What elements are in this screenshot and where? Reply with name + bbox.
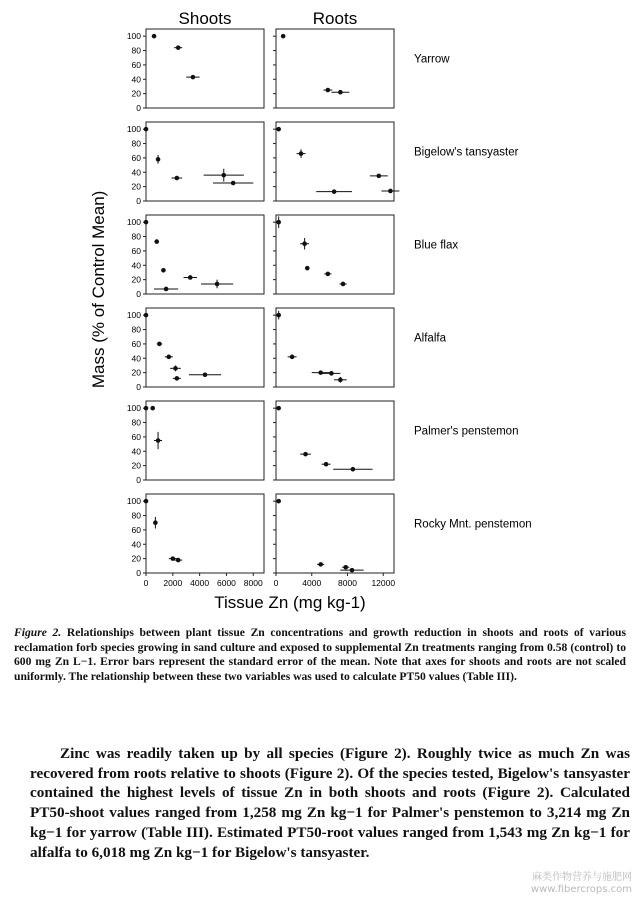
panel-frame-roots-0 — [276, 29, 394, 108]
shoots-column-title: Shoots — [178, 9, 232, 28]
data-point-roots — [276, 313, 281, 318]
x-tick-label: 8000 — [243, 578, 263, 588]
y-tick-label: 20 — [131, 367, 141, 378]
y-tick-label: 40 — [131, 446, 141, 457]
data-point-roots — [318, 562, 323, 567]
y-tick-label: 0 — [136, 568, 141, 578]
data-point-shoots — [176, 558, 181, 563]
body-paragraph: Zinc was readily taken up by all species (Figure 2). Roughly twice as much Zn was recovered from roots relative to shoots (Figure 2). Of the species tested, Bigelow's tansyaster contained the highest levels of tissue Zn in both shoots and roots (Figure 2). Calculated PT50-shoot values ranged from 1,258 mg Zn kg−1 for Palmer's penstemon to 3,214 mg Zn kg−1 for yarrow (Table III). Estimated PT50-root values ranged from 1,543 mg Zn kg−1 for alfalfa to 6,018 mg Zn kg−1 for Bigelow's tansyaster. — [30, 745, 630, 861]
y-tick-label: 80 — [131, 324, 141, 335]
panel-frame-shoots-1 — [146, 122, 264, 201]
data-point-roots — [276, 127, 281, 132]
data-point-shoots — [166, 355, 171, 360]
panel-frame-roots-1 — [276, 122, 394, 201]
data-point-roots — [341, 282, 346, 287]
y-tick-label: 40 — [131, 353, 141, 364]
data-point-shoots — [173, 366, 178, 371]
figure-caption — [14, 626, 626, 684]
species-label: Rocky Mnt. penstemon — [414, 518, 532, 531]
panel-frame-shoots-0 — [146, 29, 264, 108]
data-point-shoots — [175, 176, 180, 181]
site-watermark — [531, 872, 632, 896]
y-tick-label: 60 — [131, 245, 141, 256]
figure-caption-label: Figure 2. — [14, 626, 62, 639]
species-label: Palmer's penstemon — [414, 425, 519, 438]
data-point-roots — [377, 174, 382, 179]
data-point-roots — [350, 568, 355, 573]
x-tick-label: 6000 — [216, 578, 236, 588]
y-tick-label: 100 — [126, 217, 141, 228]
y-tick-label: 20 — [131, 181, 141, 192]
data-point-roots — [276, 499, 281, 504]
y-tick-label: 20 — [131, 88, 141, 99]
y-tick-label: 60 — [131, 338, 141, 349]
data-point-roots — [338, 378, 343, 383]
species-label: Alfalfa — [414, 332, 446, 345]
data-point-shoots — [191, 75, 196, 80]
data-point-shoots — [150, 406, 155, 411]
panel-frame-shoots-2 — [146, 215, 264, 294]
data-point-shoots — [144, 406, 149, 411]
y-tick-label: 100 — [126, 403, 141, 414]
y-tick-label: 0 — [136, 475, 141, 485]
data-point-roots — [303, 452, 308, 457]
y-tick-label: 0 — [136, 196, 141, 206]
roots-column-title: Roots — [312, 9, 358, 28]
data-point-shoots — [144, 220, 149, 225]
panel-frame-roots-5 — [276, 494, 394, 573]
y-tick-label: 80 — [131, 510, 141, 521]
y-tick-label: 80 — [131, 45, 141, 56]
y-tick-label: 0 — [136, 289, 141, 299]
y-tick-label: 60 — [131, 431, 141, 442]
y-tick-label: 40 — [131, 539, 141, 550]
panel-frame-roots-4 — [276, 401, 394, 480]
figure-caption-text: Relationships between plant tissue Zn concentrations and growth reduction in shoots and roots of various reclamation forb species growing in sand culture and exposed to supplemental Zn treatments ranging from 0.58 (control) to 600 mg Zn L−1. Error bars represent the standard error of the mean. Note that axes for shoots and roots are not scaled uniformly. The relationship between these two variables was used to calculate PT50 values (Table III). — [14, 626, 627, 683]
data-point-roots — [276, 406, 281, 411]
x-tick-label: 8000 — [338, 578, 357, 588]
y-tick-label: 40 — [131, 74, 141, 85]
data-point-shoots — [203, 372, 208, 377]
y-tick-label: 60 — [131, 59, 141, 70]
data-point-roots — [318, 370, 323, 375]
panel-frame-roots-2 — [276, 215, 394, 294]
data-point-shoots — [215, 282, 220, 287]
x-tick-label: 4000 — [302, 578, 322, 588]
data-point-roots — [329, 371, 334, 376]
data-point-shoots — [153, 520, 158, 525]
data-point-roots — [281, 34, 286, 39]
data-point-roots — [290, 355, 295, 360]
x-tick-label: 4000 — [190, 578, 210, 588]
data-point-roots — [324, 462, 329, 467]
data-point-shoots — [156, 438, 161, 443]
data-point-shoots — [221, 173, 226, 178]
y-tick-label: 100 — [126, 31, 141, 42]
data-point-shoots — [176, 45, 181, 50]
x-tick-label: 0 — [143, 578, 149, 588]
x-tick-label: 0 — [273, 578, 279, 588]
watermark-line-2: www.fibercrops.com — [530, 884, 632, 895]
y-tick-label: 80 — [131, 417, 141, 428]
data-point-shoots — [144, 127, 149, 132]
species-label: Yarrow — [414, 53, 450, 66]
panel-frame-roots-3 — [276, 308, 394, 387]
data-point-roots — [388, 189, 393, 194]
data-point-shoots — [156, 157, 161, 162]
data-point-shoots — [144, 313, 149, 318]
species-label: Bigelow's tansyaster — [414, 146, 519, 159]
data-point-roots — [326, 272, 331, 277]
watermark-line-1: 麻类作物营养与施肥网 — [532, 872, 632, 883]
data-point-shoots — [144, 499, 149, 504]
data-point-roots — [343, 565, 348, 570]
y-tick-label: 0 — [136, 103, 141, 113]
data-point-shoots — [157, 342, 162, 347]
x-tick-label: 12000 — [371, 578, 396, 588]
y-tick-label: 0 — [136, 382, 141, 392]
panel-frame-shoots-5 — [146, 494, 264, 573]
data-point-shoots — [175, 376, 180, 381]
y-tick-label: 80 — [131, 231, 141, 242]
data-point-roots — [326, 88, 331, 93]
y-tick-label: 100 — [126, 124, 141, 135]
panel-frame-shoots-4 — [146, 401, 264, 480]
data-point-roots — [276, 220, 281, 225]
y-tick-label: 100 — [126, 310, 141, 321]
data-point-roots — [351, 467, 356, 472]
y-axis-label: Mass (% of Control Mean) — [89, 190, 108, 389]
y-tick-label: 100 — [126, 496, 141, 507]
data-point-shoots — [164, 287, 169, 292]
y-tick-label: 20 — [131, 274, 141, 285]
y-tick-label: 20 — [131, 553, 141, 564]
y-tick-label: 80 — [131, 138, 141, 149]
y-tick-label: 60 — [131, 524, 141, 535]
data-point-shoots — [161, 268, 166, 273]
data-point-shoots — [231, 181, 236, 186]
data-point-shoots — [154, 239, 159, 244]
data-point-roots — [299, 151, 304, 156]
y-tick-label: 60 — [131, 152, 141, 163]
y-tick-label: 40 — [131, 167, 141, 178]
data-point-roots — [302, 241, 307, 246]
x-tick-label: 2000 — [163, 578, 183, 588]
y-tick-label: 20 — [131, 460, 141, 471]
data-point-roots — [305, 266, 310, 271]
data-point-roots — [332, 189, 337, 194]
x-axis-label: Tissue Zn (mg kg-1) — [214, 593, 366, 612]
data-point-shoots — [152, 34, 157, 39]
species-label: Blue flax — [414, 239, 459, 252]
data-point-shoots — [188, 275, 193, 280]
data-point-roots — [338, 90, 343, 95]
y-tick-label: 40 — [131, 260, 141, 271]
